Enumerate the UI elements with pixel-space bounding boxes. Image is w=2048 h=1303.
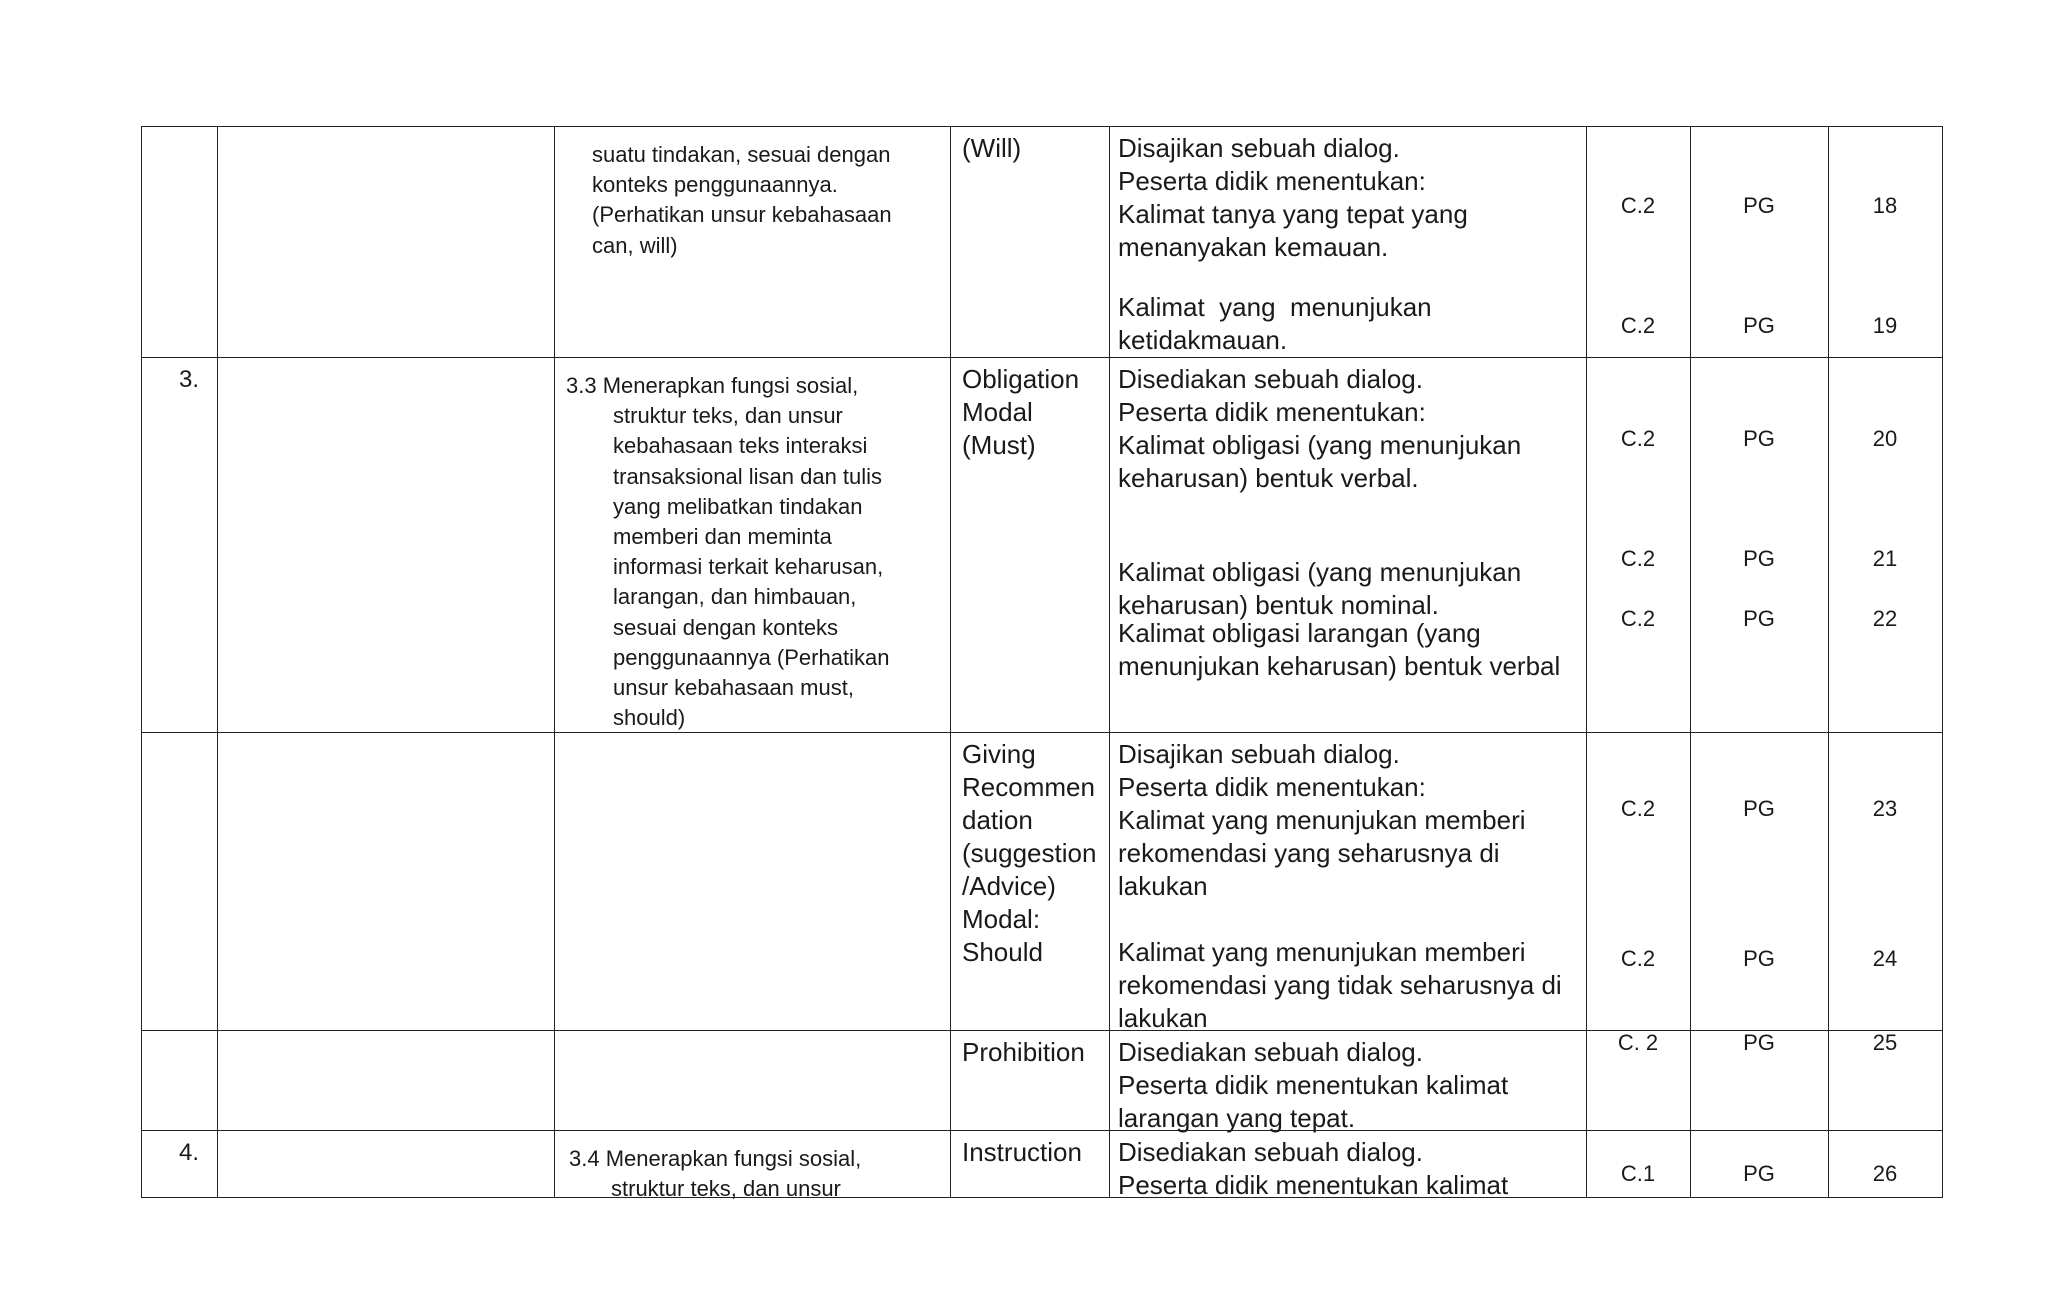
kompetensi-dasar-line: informasi terkait keharusan, — [613, 554, 884, 580]
indikator-line: lakukan — [1118, 871, 1208, 901]
kompetensi-dasar-line: should) — [613, 705, 686, 731]
indikator-line: keharusan) bentuk nominal. — [1118, 590, 1439, 620]
nomor-soal: 18 — [1872, 193, 1898, 218]
materi-line: (suggestion — [962, 838, 1097, 868]
indikator-line: menanyakan kemauan. — [1118, 232, 1389, 262]
level-kognitif: C.2 — [1620, 313, 1656, 338]
indikator-line: larangan yang tepat. — [1118, 1103, 1356, 1133]
bentuk-soal: PG — [1743, 426, 1775, 451]
materi-line: dation — [962, 805, 1033, 835]
kompetensi-dasar-line: kebahasaan teks interaksi — [613, 433, 868, 459]
bentuk-soal: PG — [1743, 796, 1775, 821]
column-border — [950, 126, 951, 1198]
kompetensi-dasar-line: konteks penggunaannya. — [592, 172, 838, 198]
nomor-soal: 19 — [1872, 313, 1898, 338]
kompetensi-dasar-line: 3.3 Menerapkan fungsi sosial, — [566, 373, 859, 398]
nomor-soal: 20 — [1872, 426, 1898, 451]
indikator-line: Kalimat yang menunjukan memberi — [1118, 805, 1526, 835]
materi-line: Modal: — [962, 904, 1041, 934]
bentuk-soal: PG — [1743, 946, 1775, 971]
column-border — [1109, 126, 1110, 1198]
kompetensi-dasar-line: transaksional lisan dan tulis — [613, 463, 883, 489]
bentuk-soal: PG — [1743, 546, 1775, 571]
indikator-line: Disediakan sebuah dialog. — [1118, 364, 1423, 394]
kompetensi-dasar-line: struktur teks, dan unsur — [613, 403, 843, 429]
indikator-line: Peserta didik menentukan kalimat — [1118, 1170, 1509, 1200]
materi-line: Instruction — [962, 1137, 1082, 1167]
bentuk-soal: PG — [1743, 1030, 1775, 1055]
kompetensi-dasar-line: struktur teks, dan unsur — [611, 1176, 841, 1202]
row-border — [141, 732, 1943, 733]
materi-line: Should — [962, 937, 1043, 967]
indikator-line: Disajikan sebuah dialog. — [1118, 739, 1400, 769]
kompetensi-dasar-line: unsur kebahasaan must, — [613, 675, 854, 700]
row-number: 3. — [179, 366, 200, 393]
bentuk-soal: PG — [1743, 606, 1775, 631]
row-border — [141, 357, 1943, 358]
level-kognitif: C.2 — [1620, 946, 1656, 971]
indikator-line: Kalimat obligasi larangan (yang — [1118, 618, 1481, 648]
level-kognitif: C.2 — [1620, 426, 1656, 451]
kompetensi-dasar-line: yang melibatkan tindakan — [613, 493, 863, 519]
materi-line: Giving — [962, 739, 1036, 769]
materi-line: Recommen — [962, 772, 1095, 802]
indikator-line: menunjukan keharusan) bentuk verbal — [1118, 651, 1561, 681]
indikator-line: Kalimat yang menunjukan — [1118, 292, 1432, 322]
nomor-soal: 25 — [1872, 1030, 1898, 1055]
kompetensi-dasar-line: 3.4 Menerapkan fungsi sosial, — [569, 1146, 862, 1171]
indikator-line: Disajikan sebuah dialog. — [1118, 133, 1400, 163]
nomor-soal: 22 — [1872, 606, 1898, 631]
materi-line: /Advice) — [962, 871, 1056, 901]
indikator-line: Peserta didik menentukan: — [1118, 166, 1426, 196]
materi-line: (Must) — [962, 430, 1036, 460]
row-border — [141, 126, 1943, 127]
bentuk-soal: PG — [1743, 193, 1775, 218]
row-number: 4. — [179, 1139, 200, 1166]
nomor-soal: 21 — [1872, 546, 1898, 571]
indikator-line: rekomendasi yang tidak seharusnya di — [1118, 970, 1562, 1000]
indikator-line: keharusan) bentuk verbal. — [1118, 463, 1419, 493]
kompetensi-dasar-line: suatu tindakan, sesuai dengan — [592, 142, 891, 167]
kisi-kisi-table — [141, 126, 1943, 1202]
indikator-line: lakukan — [1118, 1003, 1208, 1033]
level-kognitif: C.2 — [1620, 546, 1656, 571]
kompetensi-dasar-line: sesuai dengan konteks — [613, 614, 839, 640]
materi-line: (Will) — [962, 133, 1022, 163]
row-border — [141, 1197, 1943, 1198]
kompetensi-dasar-line: (Perhatikan unsur kebahasaan — [592, 202, 892, 228]
indikator-line: Peserta didik menentukan: — [1118, 772, 1426, 802]
column-border — [141, 126, 142, 1198]
materi-line: Modal — [962, 397, 1033, 427]
indikator-line: Kalimat obligasi (yang menunjukan — [1118, 430, 1522, 460]
indikator-line: rekomendasi yang seharusnya di — [1118, 838, 1500, 868]
nomor-soal: 24 — [1872, 946, 1898, 971]
nomor-soal: 26 — [1872, 1161, 1898, 1186]
kompetensi-dasar-line: memberi dan meminta — [613, 524, 832, 549]
level-kognitif: C.2 — [1620, 193, 1656, 218]
kompetensi-dasar-line: penggunaannya (Perhatikan — [613, 644, 890, 670]
indikator-line: Peserta didik menentukan: — [1118, 397, 1426, 427]
indikator-line: ketidakmauan. — [1118, 325, 1288, 355]
bentuk-soal: PG — [1743, 1161, 1775, 1186]
kompetensi-dasar-line: can, will) — [592, 232, 678, 258]
indikator-line: Disediakan sebuah dialog. — [1118, 1037, 1423, 1067]
indikator-line: Kalimat obligasi (yang menunjukan — [1118, 557, 1522, 587]
column-border — [217, 126, 218, 1198]
indikator-line: Kalimat tanya yang tepat yang — [1118, 199, 1468, 229]
row-border — [141, 1130, 1943, 1131]
materi-line: Prohibition — [962, 1037, 1085, 1067]
level-kognitif: C.2 — [1620, 606, 1656, 631]
materi-line: Obligation — [962, 364, 1080, 394]
indikator-line: Peserta didik menentukan kalimat — [1118, 1070, 1509, 1100]
level-kognitif: C.2 — [1620, 796, 1656, 821]
indikator-line: Kalimat yang menunjukan memberi — [1118, 937, 1526, 967]
kompetensi-dasar-line: larangan, dan himbauan, — [613, 584, 857, 610]
nomor-soal: 23 — [1872, 796, 1898, 821]
level-kognitif: C.1 — [1620, 1161, 1656, 1186]
level-kognitif: C. 2 — [1617, 1030, 1659, 1055]
column-border — [554, 126, 555, 1198]
bentuk-soal: PG — [1743, 313, 1775, 338]
indikator-line: Disediakan sebuah dialog. — [1118, 1137, 1423, 1167]
